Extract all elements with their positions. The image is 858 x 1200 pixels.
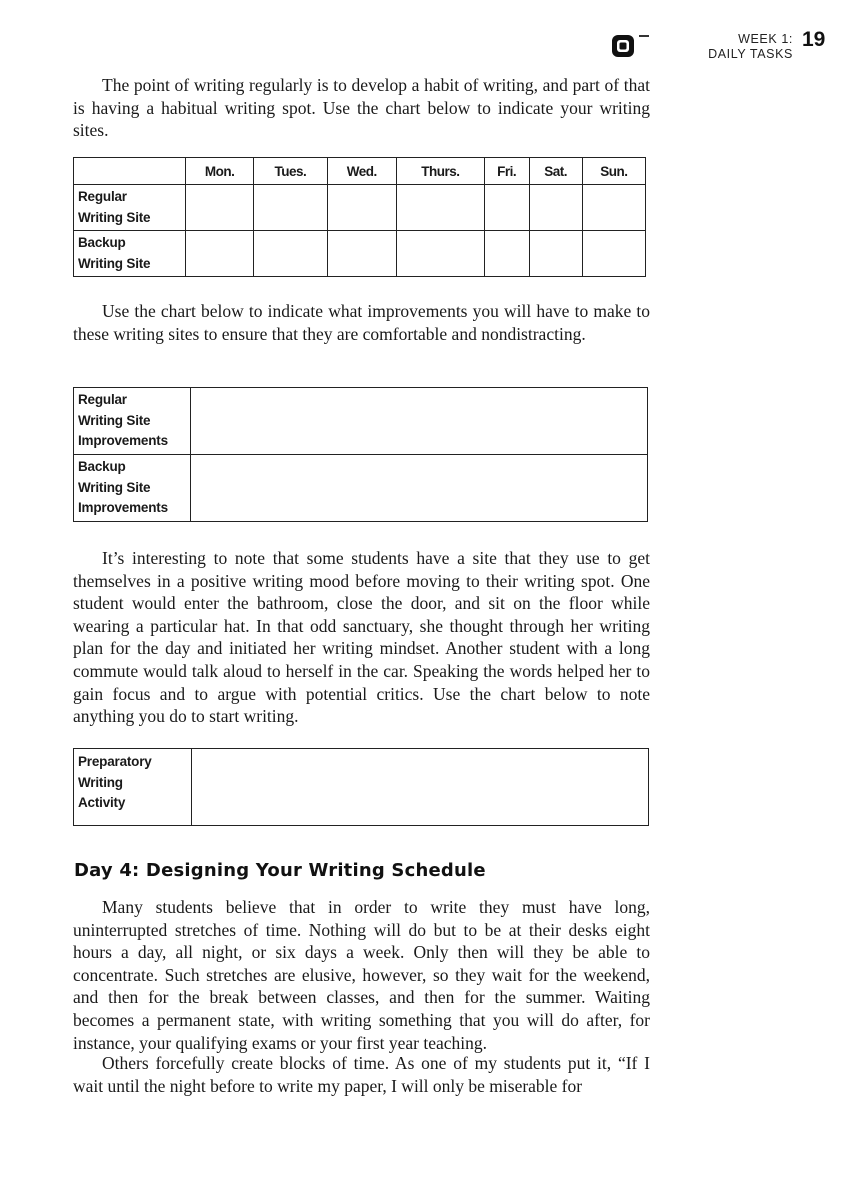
improvements-table	[73, 387, 648, 522]
entry-cell[interactable]	[484, 185, 529, 231]
section-heading: Day 4: Designing Your Writing Schedule	[74, 860, 486, 881]
entry-cell[interactable]	[327, 185, 396, 231]
paragraph-improvements: Use the chart below to indicate what improvements you will have to make to these writing sites to ensure that they are comfortable and nondistracting.	[73, 301, 650, 344]
day-header: Sun.	[582, 158, 645, 185]
entry-cell[interactable]	[396, 231, 484, 277]
row-label-line: Writing Site	[78, 255, 151, 271]
entry-cell[interactable]	[529, 231, 582, 277]
entry-cell[interactable]	[582, 185, 645, 231]
running-head-week: WEEK 1:	[738, 32, 793, 46]
row-label-line: Activity	[78, 795, 126, 810]
row-label-line: Regular	[78, 392, 127, 408]
entry-cell[interactable]	[327, 231, 396, 277]
running-head	[690, 32, 793, 62]
entry-cell[interactable]	[186, 231, 254, 277]
entry-cell[interactable]	[396, 185, 484, 231]
row-label-backup	[74, 231, 186, 277]
table-row	[74, 455, 648, 522]
entry-cell[interactable]	[582, 231, 645, 277]
row-label-line: Writing Site	[78, 412, 151, 428]
paragraph-writing-habit: The point of writing regularly is to develop a habit of writing, and part of that is having a habitual writing spot. Use the chart below to indicate your writing sites.	[73, 75, 650, 141]
row-label-line: Writing Site	[78, 209, 151, 225]
row-label-backup-improvements	[74, 455, 191, 522]
day-header: Sat.	[529, 158, 582, 185]
row-label-regular-improvements	[74, 388, 191, 455]
header-rule	[639, 35, 649, 37]
table-header-row	[74, 158, 646, 185]
row-label-line: Regular	[78, 189, 127, 204]
page-number: 19	[802, 28, 826, 51]
day-header: Tues.	[254, 158, 327, 185]
entry-cell[interactable]	[191, 388, 648, 455]
day-header: Thurs.	[396, 158, 484, 185]
row-label-line: Backup	[78, 235, 126, 250]
running-head-section: DAILY TASKS	[708, 47, 793, 61]
corner-cell	[74, 158, 186, 185]
stopwatch-icon	[611, 34, 635, 58]
row-label-preparatory	[74, 749, 192, 826]
writing-sites-table	[73, 157, 646, 277]
day-header: Fri.	[484, 158, 529, 185]
entry-cell[interactable]	[484, 231, 529, 277]
row-label-line: Backup	[78, 459, 126, 475]
preparatory-activity-table	[73, 748, 649, 826]
entry-cell[interactable]	[192, 749, 649, 826]
table-row	[74, 231, 646, 277]
day-header: Mon.	[186, 158, 254, 185]
table-row	[74, 749, 649, 826]
row-label-line: Preparatory	[78, 754, 152, 769]
row-label-line: Writing	[78, 774, 123, 790]
paragraph-uninterrupted-time: Many students believe that in order to write they must have long, uninterrupted stretches of time. Nothing will do but to be at their desks eight hours a day, all night, or six days a week. Only then will they be able to concentrate. Such stretches are elusive, however, so they wait for the weekend, and then for the break between classes, and then for the summer. Waiting becomes a permanent state, with writing something that you will do after, for instance, your qualifying exams or your first year teaching.	[73, 897, 650, 1053]
entry-cell[interactable]	[191, 455, 648, 522]
entry-cell[interactable]	[254, 231, 327, 277]
paragraph-blocks-of-time: Others forcefully create blocks of time. As one of my students put it, “If I wait until the night before to write my paper, I will only be miserable for	[73, 1053, 650, 1096]
row-label-line: Writing Site	[78, 479, 151, 495]
row-label-line: Improvements	[78, 433, 168, 449]
entry-cell[interactable]	[254, 185, 327, 231]
day-header: Wed.	[327, 158, 396, 185]
row-label-regular	[74, 185, 186, 231]
table-row	[74, 388, 648, 455]
paragraph-preparatory-site: It’s interesting to note that some students have a site that they use to get themselves in a positive writing mood before moving to their writing spot. One student would enter the bathroom, close the door, and sit on the floor while wearing a particular hat. In that odd sanctuary, she thought through her writing plan for the day and initiated her writing mindset. Another student with a long commute would talk aloud to herself in the car. Speaking the words helped her to gain focus and to argue with potential critics. Use the chart below to note anything you do to start writing.	[73, 548, 650, 727]
row-label-line: Improvements	[78, 500, 168, 516]
entry-cell[interactable]	[529, 185, 582, 231]
table-row	[74, 185, 646, 231]
entry-cell[interactable]	[186, 185, 254, 231]
